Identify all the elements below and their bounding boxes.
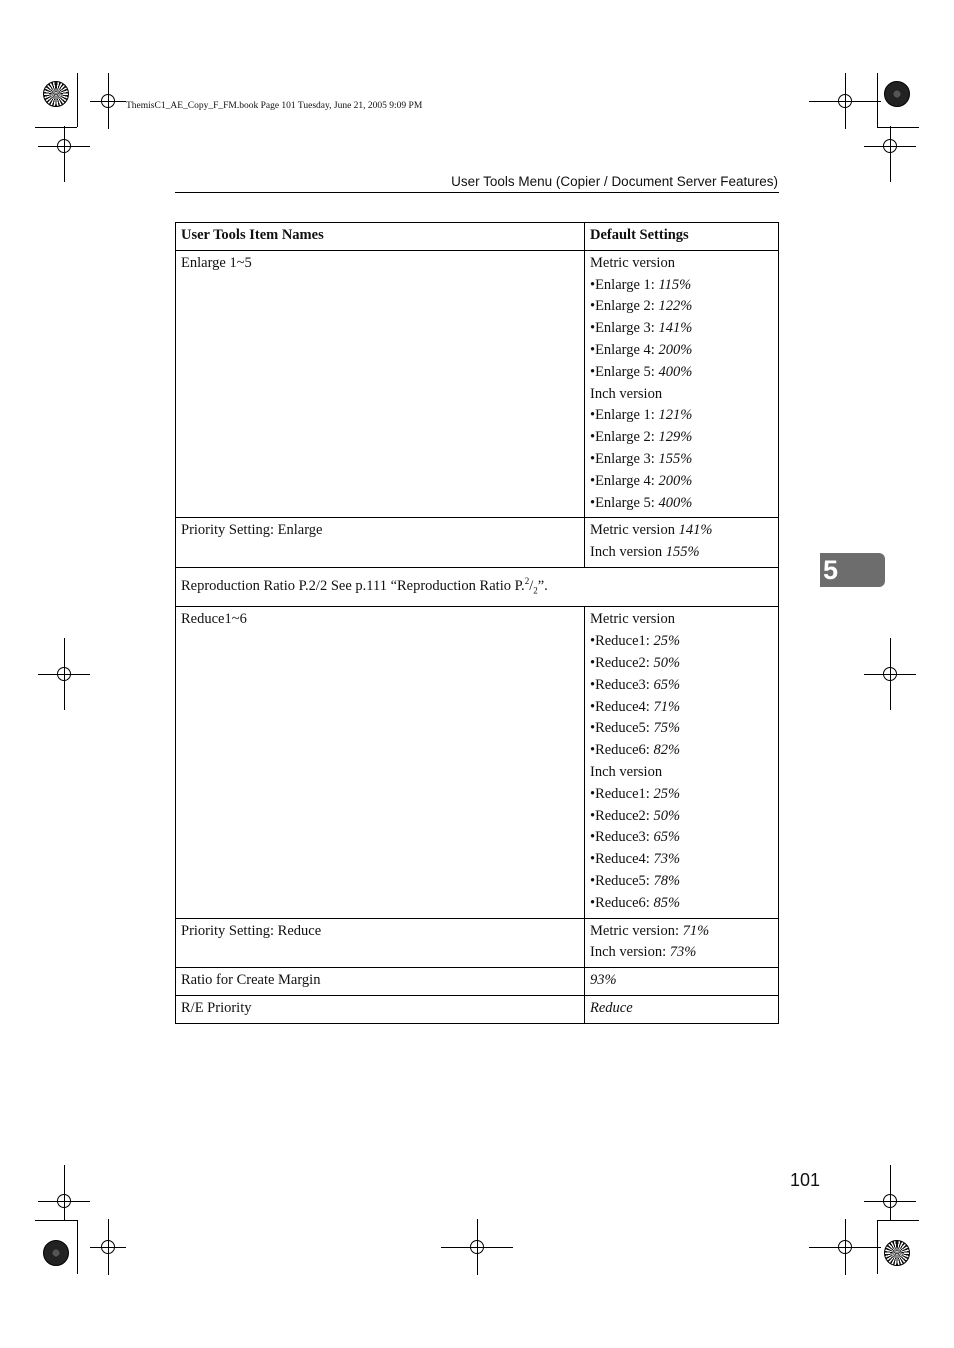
registration-rosette-icon (884, 1240, 910, 1266)
registration-rosette-icon (43, 81, 69, 107)
setting-line: •Reduce3: 65% (590, 829, 681, 846)
default-settings-cell (585, 607, 779, 918)
setting-line: •Enlarge 3: 155% (590, 450, 693, 467)
item-name: Ratio for Create Margin (176, 968, 585, 996)
setting-line: •Reduce2: 50% (590, 807, 681, 824)
setting-line: •Enlarge 4: 200% (590, 472, 693, 489)
crop-mark (877, 127, 919, 128)
setting-line: •Reduce5: 78% (590, 873, 681, 890)
setting-line: •Enlarge 4: 200% (590, 341, 693, 358)
default-settings-cell (585, 518, 779, 568)
setting-line: •Enlarge 1: 121% (590, 407, 693, 424)
table-row-priority-enlarge (176, 518, 779, 568)
setting-line: Metric version: 71% (590, 922, 710, 939)
setting-line: •Reduce3: 65% (590, 676, 681, 693)
table-row-re-priority (176, 996, 779, 1024)
setting-line: •Reduce2: 50% (590, 655, 681, 672)
crop-mark (877, 1220, 919, 1221)
column-header-default-settings: Default Settings (585, 223, 779, 251)
page-number: 101 (790, 1170, 821, 1190)
item-name: Reduce1~6 (176, 607, 585, 918)
inch-version-label: Inch version (590, 385, 663, 402)
table-row-priority-reduce (176, 918, 779, 968)
metric-version-label: Metric version (590, 611, 675, 628)
cross-reference-note: Reproduction Ratio P.2/2 See p.111 “Reproduction Ratio $P.^2/_2$”. (176, 567, 779, 607)
default-settings-cell: Reduce (585, 996, 779, 1024)
default-settings-cell (585, 918, 779, 968)
running-header: User Tools Menu (Copier / Document Server Features) (451, 174, 778, 189)
registration-rosette-icon (884, 81, 910, 107)
setting-line: Inch version 155% (590, 544, 700, 561)
item-name: R/E Priority (176, 996, 585, 1024)
header-rule (175, 192, 779, 193)
table-row-reduce (176, 607, 779, 918)
setting-line: Inch version: 73% (590, 944, 697, 961)
setting-line: •Reduce6: 82% (590, 742, 681, 759)
setting-line: •Reduce4: 71% (590, 698, 681, 715)
table-row-reproduction-note (176, 567, 779, 607)
default-settings-cell: 93% (585, 968, 779, 996)
setting-line: •Enlarge 2: 129% (590, 429, 693, 446)
setting-line: •Enlarge 3: 141% (590, 320, 693, 337)
crop-mark (77, 73, 78, 127)
item-name: Enlarge 1~5 (176, 250, 585, 518)
setting-line: •Enlarge 5: 400% (590, 494, 693, 511)
chapter-tab (820, 553, 885, 587)
crop-mark (35, 1220, 77, 1221)
setting-line: •Enlarge 1: 115% (590, 276, 692, 293)
setting-line: Metric version 141% (590, 522, 713, 539)
user-tools-settings-table (175, 222, 779, 1024)
default-settings-cell (585, 250, 779, 518)
crop-mark (77, 1220, 78, 1274)
registration-rosette-icon (43, 1240, 69, 1266)
table-row-create-margin (176, 968, 779, 996)
inch-version-label: Inch version (590, 764, 663, 781)
table-row-enlarge (176, 250, 779, 518)
setting-line: •Reduce1: 25% (590, 785, 681, 802)
column-header-item-names: User Tools Item Names (176, 223, 585, 251)
table-header-row (176, 223, 779, 251)
setting-line: •Enlarge 5: 400% (590, 363, 693, 380)
item-name: Priority Setting: Reduce (176, 918, 585, 968)
print-job-info: ThemisC1_AE_Copy_F_FM.book Page 101 Tuesday, June 21, 2005 9:09 PM (126, 101, 423, 111)
setting-line: •Enlarge 2: 122% (590, 298, 693, 315)
item-name: Priority Setting: Enlarge (176, 518, 585, 568)
chapter-number: 5 (823, 555, 839, 585)
setting-line: •Reduce1: 25% (590, 633, 681, 650)
setting-line: •Reduce6: 85% (590, 894, 681, 911)
setting-line: •Reduce5: 75% (590, 720, 681, 737)
metric-version-label: Metric version (590, 254, 675, 271)
crop-mark (35, 127, 77, 128)
setting-line: •Reduce4: 73% (590, 851, 681, 868)
crop-mark (877, 73, 878, 127)
